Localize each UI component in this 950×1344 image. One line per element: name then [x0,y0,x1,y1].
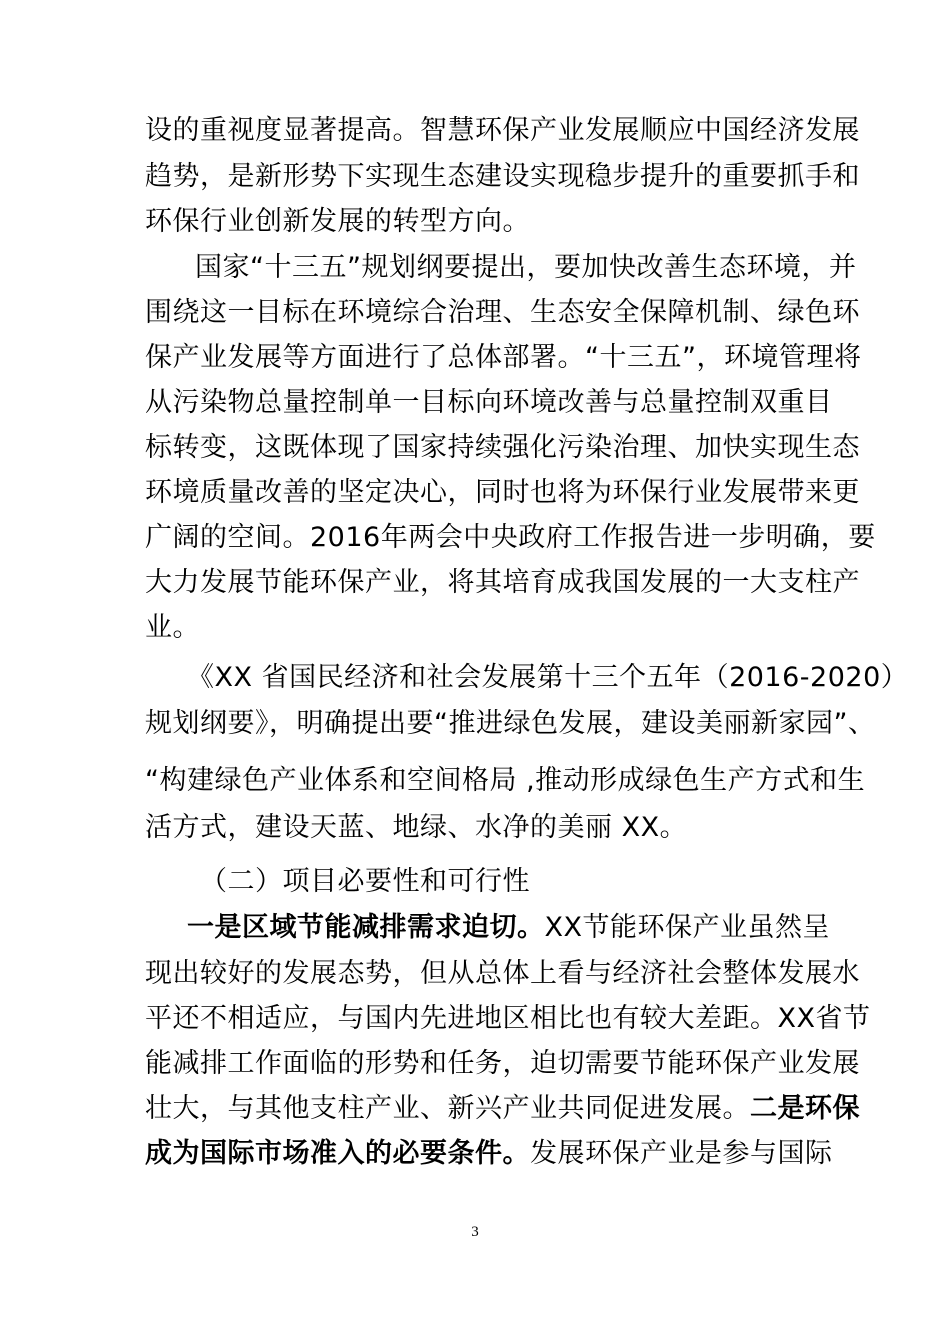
body-text: 发展环保产业是参与国际 [530,1138,833,1169]
emphasis-text: 一是区域节能减排需求迫切。 [187,912,545,943]
text-line: 围绕这一目标在环境综合治理、生态安全保障机制、绿色环 [145,297,860,328]
text-line: 保产业发展等方面进行了总体部署。“十三五”，环境管理将 [145,342,862,373]
section-heading: （二）项目必要性和可行性 [200,866,530,897]
text-line [145,1138,833,1170]
text-line: 趋势，是新形势下实现生态建设实现稳步提升的重要抓手和 [145,161,860,192]
text-line: 活方式，建设天蓝、地绿、水净的美丽 XX。 [145,812,688,843]
body-text: 壮大，与其他支柱产业、新兴产业共同促进发展。 [145,1093,750,1124]
text-line [187,912,830,944]
text-line: 设的重视度显著提高。智慧环保产业发展顺应中国经济发展 [145,115,860,146]
text-line: 大力发展节能环保产业，将其培育成我国发展的一大支柱产 [145,567,860,598]
body-text: XX节能环保产业虽然呈 [544,912,830,943]
text-line: 国家“十三五”规划纲要提出，要加快改善生态环境，并 [195,252,857,283]
text-line: 平还不相适应，与国内先进地区相比也有较大差距。XX省节 [145,1003,871,1034]
text-line: 从污染物总量控制单一目标向环境改善与总量控制双重目 [145,387,833,418]
text-line: 《XX 省国民经济和社会发展第十三个五年（2016-2020） [187,662,909,693]
text-line: 广阔的空间。2016年两会中央政府工作报告进一步明确，要 [145,522,876,553]
text-line: 能减排工作面临的形势和任务，迫切需要节能环保产业发展 [145,1048,860,1079]
text-line [145,1093,860,1125]
text-line: 环保行业创新发展的转型方向。 [145,206,530,237]
text-line: 环境质量改善的坚定决心，同时也将为环保行业发展带来更 [145,477,860,508]
page-number: 3 [471,1224,479,1240]
text-line: 标转变，这既体现了国家持续强化污染治理、加快实现生态 [145,432,860,463]
text-line: 业。 [145,612,200,643]
text-line: 现出较好的发展态势，但从总体上看与经济社会整体发展水 [145,958,860,989]
emphasis-text: 成为国际市场准入的必要条件。 [145,1138,530,1169]
emphasis-text: 二是环保 [750,1093,860,1124]
text-line: “构建绿色产业体系和空间格局 ,推动形成绿色生产方式和生 [145,765,866,796]
text-line: 规划纲要》，明确提出要“推进绿色发展，建设美丽新家园”、 [145,708,876,739]
